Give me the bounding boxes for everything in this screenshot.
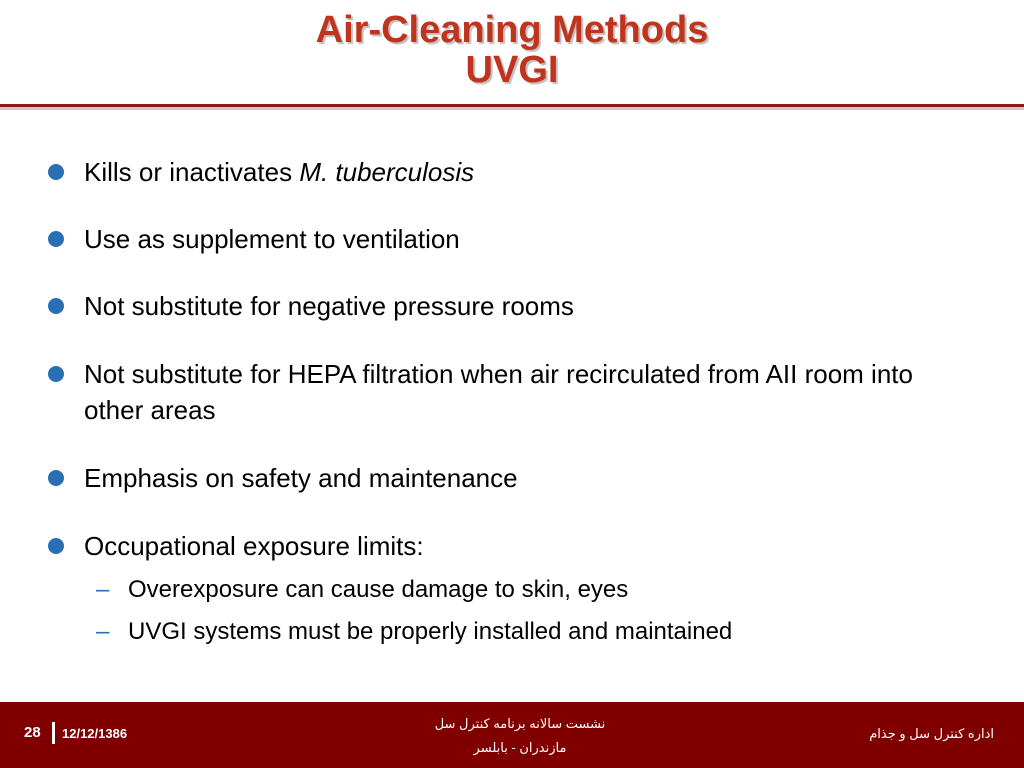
title-line-1: Air-Cleaning Methods xyxy=(315,9,709,51)
bullet-text: Not substitute for negative pressure rooms xyxy=(84,291,574,321)
bullet-text: Kills or inactivates M. tuberculosis xyxy=(84,157,475,187)
footer-event-title: نشست سالانه برنامه کنترل سل xyxy=(434,716,606,731)
bullet-dot-icon xyxy=(48,470,64,486)
bullet-dot-icon xyxy=(48,366,64,382)
bullet-dot-icon xyxy=(48,231,64,247)
bullet-text: Emphasis on safety and maintenance xyxy=(84,463,518,493)
dash-icon: – xyxy=(96,576,110,603)
sub-bullet-text: Overexposure can cause damage to skin, eyes xyxy=(128,576,629,603)
sub-bullet-text: UVGI systems must be properly installed and maintained xyxy=(128,618,733,645)
bullet-dot-icon xyxy=(48,298,64,314)
dash-icon: – xyxy=(96,618,110,645)
bullet-text: Use as supplement to ventilation xyxy=(84,224,460,254)
bullet-text: Not substitute for HEPA filtration when air recirculated from AII room into other areas xyxy=(84,359,913,425)
slide-footer xyxy=(0,702,1024,768)
slide-title xyxy=(0,0,1024,104)
footer-organization: اداره کنترل سل و جذام xyxy=(869,726,994,741)
bullet-italic-text: M. tuberculosis xyxy=(299,157,475,187)
bullet-text: Occupational exposure limits: xyxy=(84,531,424,561)
page-number: 28 xyxy=(24,724,41,741)
footer-event-location: مازندران - بابلسر xyxy=(473,740,567,755)
title-divider-shadow xyxy=(0,107,1024,110)
footer-date: 12/12/1386 xyxy=(62,726,128,741)
bullet-dot-icon xyxy=(48,164,64,180)
footer-separator xyxy=(52,722,55,744)
title-line-2: UVGI xyxy=(465,49,559,91)
bullet-dot-icon xyxy=(48,538,64,554)
